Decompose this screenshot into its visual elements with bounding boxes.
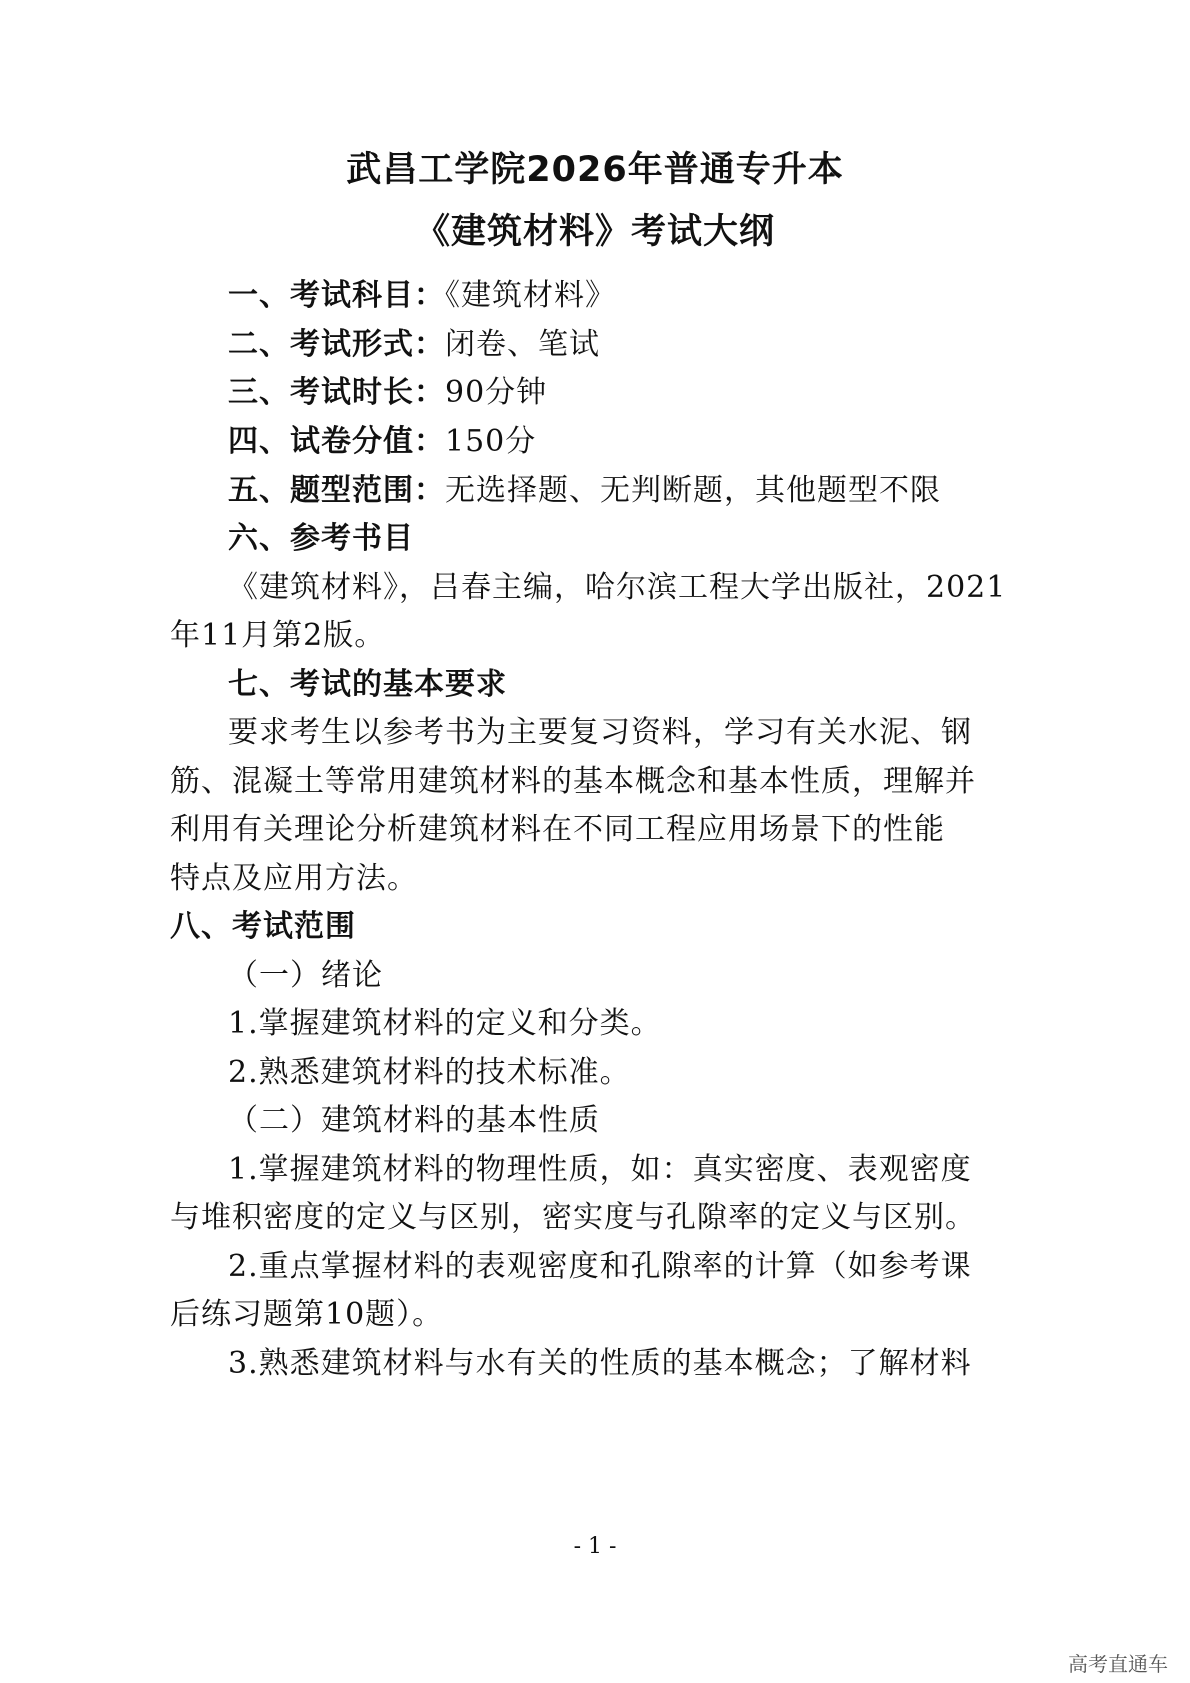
info-value: 闭卷、笔试 bbox=[445, 327, 600, 362]
scope-item: 1.掌握建筑材料的定义和分类。 bbox=[228, 1006, 662, 1041]
scope-item: 2.熟悉建筑材料的技术标准。 bbox=[228, 1055, 631, 1090]
info-value: 150分 bbox=[445, 424, 537, 459]
watermark: 高考直通车 bbox=[1068, 1652, 1168, 1676]
references-line: 年11月第2版。 bbox=[170, 618, 386, 653]
info-label: 一、考试科目： bbox=[228, 278, 445, 313]
scope-item: 与堆积密度的定义与区别，密实度与孔隙率的定义与区别。 bbox=[170, 1200, 976, 1235]
info-value: 无选择题、无判断题，其他题型不限 bbox=[445, 473, 941, 508]
references-line: 《建筑材料》，吕春主编，哈尔滨工程大学出版社，2021 bbox=[228, 570, 1007, 605]
scope-item: 后练习题第10题）。 bbox=[170, 1297, 444, 1332]
info-label: 四、试卷分值： bbox=[228, 424, 445, 459]
scope-section-title: （一）绪论 bbox=[228, 958, 383, 993]
requirements-heading: 七、考试的基本要求 bbox=[228, 667, 507, 702]
info-value: 《建筑材料》 bbox=[445, 278, 616, 313]
info-label: 三、考试时长： bbox=[228, 375, 445, 410]
scope-section-title: （二）建筑材料的基本性质 bbox=[228, 1103, 600, 1138]
page-number: - 1 - bbox=[573, 1534, 617, 1559]
info-score bbox=[228, 416, 536, 460]
requirements-line: 利用有关理论分析建筑材料在不同工程应用场景下的性能 bbox=[170, 812, 945, 847]
references-heading: 六、参考书目 bbox=[228, 521, 414, 556]
info-label: 二、考试形式： bbox=[228, 327, 445, 362]
info-subject bbox=[228, 270, 616, 314]
scope-item: 3.熟悉建筑材料与水有关的性质的基本概念；了解材料 bbox=[228, 1346, 972, 1381]
info-question-types bbox=[228, 465, 941, 509]
info-value: 90分钟 bbox=[445, 375, 548, 410]
info-format bbox=[228, 319, 600, 363]
title-line-1: 武昌工学院2026年普通专升本 bbox=[346, 150, 844, 190]
info-duration bbox=[228, 367, 547, 411]
title-line-2: 《建筑材料》考试大纲 bbox=[414, 212, 775, 252]
requirements-line: 特点及应用方法。 bbox=[170, 861, 418, 896]
info-label: 五、题型范围： bbox=[228, 473, 445, 508]
requirements-line: 要求考生以参考书为主要复习资料，学习有关水泥、钢 bbox=[228, 715, 972, 750]
scope-item: 1.掌握建筑材料的物理性质，如：真实密度、表观密度 bbox=[228, 1152, 972, 1187]
scope-item: 2.重点掌握材料的表观密度和孔隙率的计算（如参考课 bbox=[228, 1249, 972, 1284]
requirements-line: 筋、混凝土等常用建筑材料的基本概念和基本性质，理解并 bbox=[170, 764, 976, 799]
scope-heading: 八、考试范围 bbox=[170, 909, 356, 944]
